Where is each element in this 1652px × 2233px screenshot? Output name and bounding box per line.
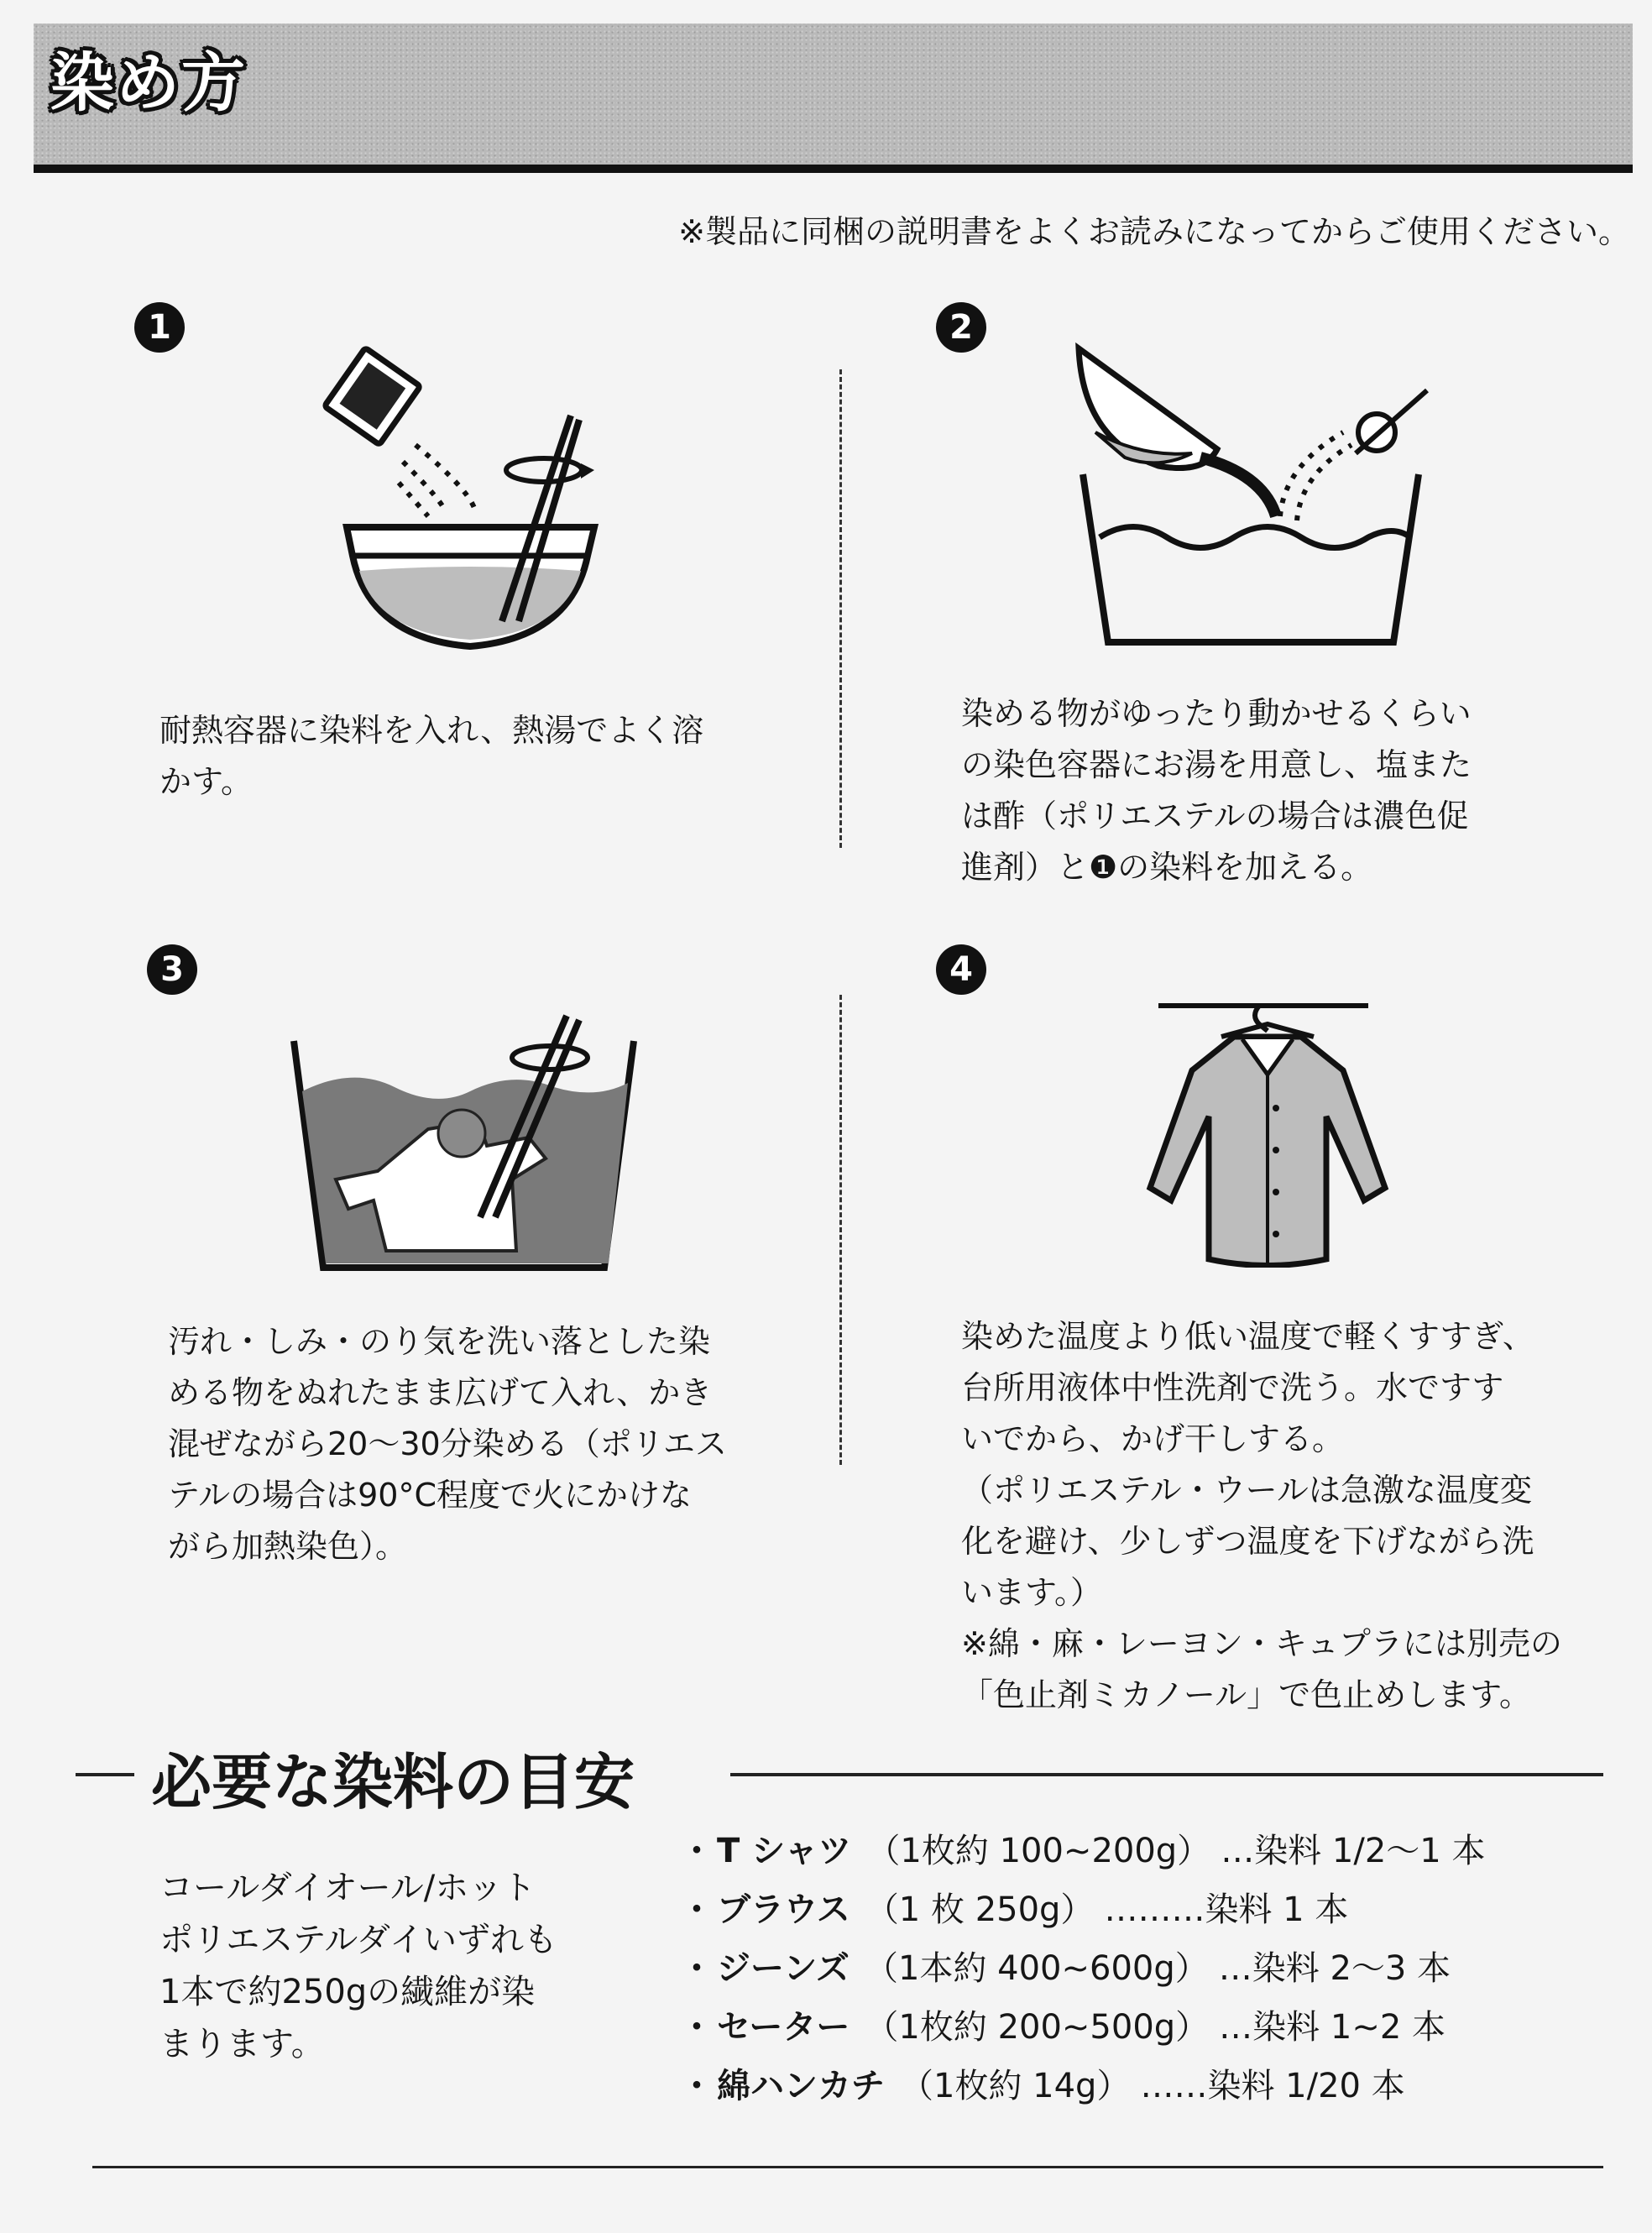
- list-item: [680, 1822, 1485, 1880]
- item-amount: …染料 1/2〜1 本: [1221, 1832, 1486, 1870]
- dye-guide-title: 必要な染料の目安: [151, 1747, 635, 1817]
- item-detail: （1 枚 250g）: [865, 1890, 1095, 1929]
- step-2-text: 染める物がゆったり動かせるくらい の染色容器にお湯を用意し、塩また は酢（ポリエステルの場合は濃色促 進剤）と❶の染料を加える。: [961, 695, 1472, 886]
- item-name: ブラウス: [717, 1890, 850, 1929]
- step-1-text: 耐熱容器に染料を入れ、熱湯でよく溶 かす。: [159, 712, 704, 800]
- step-4-number: 4: [936, 944, 986, 995]
- step-3-number: 3: [147, 944, 197, 995]
- column-divider-bottom: [839, 995, 842, 1465]
- step-4-text: 染めた温度より低い温度で軽くすすぎ、 台所用液体中性洗剤で洗う。水ですす いでから、かげ干しする。 （ポリエステル・ウールは急激な温度変 化を避け、少しずつ温度を下げながら洗 います。） ※綿・麻・レーヨン・キュプラには別売の 「色止剤ミカノール」で色止めします。: [961, 1318, 1562, 1713]
- step-2-number: 2: [936, 302, 986, 353]
- item-detail: （1枚約 200~500g）: [865, 2008, 1210, 2047]
- bullet: ・: [680, 1832, 714, 1870]
- item-amount: …染料 1~2 本: [1219, 2008, 1446, 2047]
- bullet: ・: [680, 2008, 714, 2047]
- item-name: T シャツ: [717, 1832, 852, 1870]
- section-rule-right: [730, 1773, 1603, 1776]
- column-divider-top: [839, 369, 842, 848]
- item-name: セーター: [717, 2008, 850, 2047]
- prepare-bath-illustration: [1066, 340, 1435, 651]
- list-item: [680, 1998, 1485, 2057]
- item-detail: （1本約 400~600g）: [865, 1949, 1209, 1988]
- hanging-shirt-illustration: [1142, 991, 1393, 1268]
- dye-guide-summary: コールダイオール/ホット ポリエステルダイいずれも 1本で約250gの繊維が染 まります。: [159, 1869, 557, 2063]
- bottom-rule: [92, 2166, 1603, 2168]
- item-amount: ……染料 1/20 本: [1140, 2067, 1405, 2105]
- item-name: ジーンズ: [717, 1949, 850, 1988]
- usage-note: ※製品に同梱の説明書をよくお読みになってからご使用ください。: [678, 213, 1630, 250]
- header-bar: [34, 24, 1633, 173]
- step-3-text: 汚れ・しみ・のり気を洗い落とした染 める物をぬれたまま広げて入れ、かき 混ぜながら20〜30分染める（ポリエス テルの場合は90°C程度で火にかけな がら加熱染色）。: [168, 1323, 727, 1565]
- item-detail: （1枚約 14g）: [900, 2067, 1131, 2105]
- item-name: 綿ハンカチ: [717, 2067, 885, 2105]
- item-detail: （1枚約 100~200g）: [866, 1832, 1211, 1870]
- bullet: ・: [680, 2067, 714, 2105]
- item-amount: …染料 2〜3 本: [1218, 1949, 1451, 1988]
- bullet: ・: [680, 1890, 714, 1929]
- dissolve-dye-illustration: [319, 336, 621, 663]
- item-amount: ………染料 1 本: [1104, 1890, 1349, 1929]
- dyeing-bath-illustration: [285, 999, 646, 1276]
- list-item: [680, 1939, 1485, 1998]
- dye-amount-list: [680, 1822, 1485, 2115]
- page-title: 染め方: [50, 45, 247, 120]
- section-rule-left: [76, 1773, 134, 1776]
- list-item: [680, 1880, 1485, 1939]
- bullet: ・: [680, 1949, 714, 1988]
- step-1-number: 1: [134, 302, 185, 353]
- list-item: [680, 2057, 1485, 2115]
